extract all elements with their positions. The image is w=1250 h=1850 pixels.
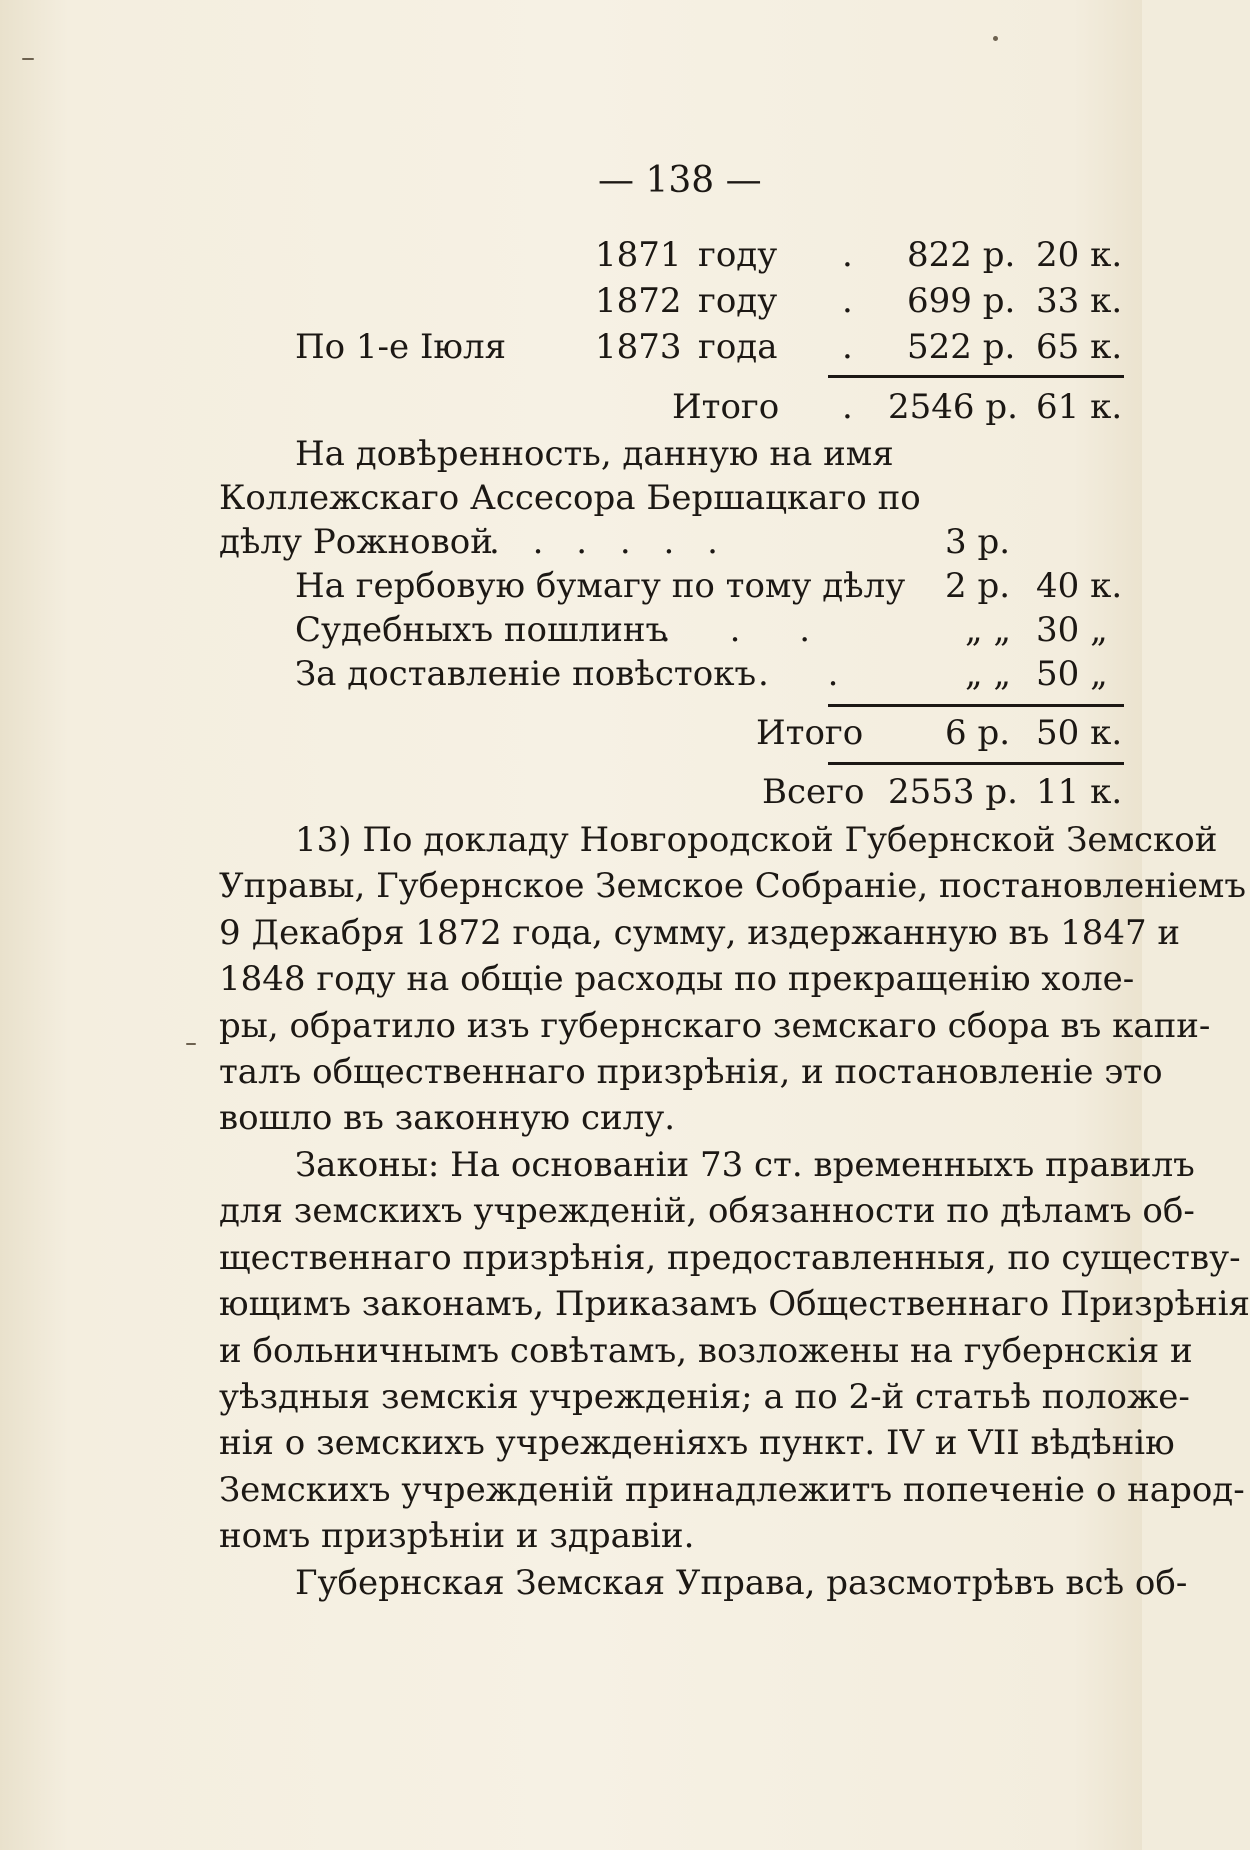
- table1-row-dot: .: [842, 327, 853, 367]
- table2-item-text: За доставленіе повѣстокъ: [295, 654, 757, 694]
- table2-item-rub: 2 р.: [945, 566, 1011, 606]
- text-line: Губернская Земская Управа, разсмотрѣвъ всѣ об-: [295, 1563, 1188, 1603]
- table2-item-rub: „ „: [965, 610, 1012, 650]
- sum-rule: [828, 704, 1124, 707]
- table1-total-kop: 61 к.: [1036, 387, 1123, 427]
- grand-total-kop: 11 к.: [1036, 772, 1123, 812]
- sum-rule: [828, 762, 1124, 765]
- table1-row-kop: 20 к.: [1036, 235, 1123, 275]
- text-line: ры, обратило изъ губернскаго земскаго сбора въ капи-: [219, 1005, 1211, 1046]
- table2-item-rub: 3 р.: [945, 522, 1011, 562]
- table1-row-label: По 1-е Іюля: [295, 327, 507, 367]
- text-line: Законы: На основаніи 73 ст. временныхъ правилъ: [295, 1145, 1195, 1185]
- sum-rule: [828, 375, 1124, 378]
- paragraph-laws: [219, 1142, 1250, 1560]
- table1-row-word: года: [698, 327, 778, 367]
- table2-item-rub: „ „: [965, 654, 1012, 694]
- text-line: 13) По докладу Новгородской Губернской Земской: [295, 820, 1218, 860]
- ink-speck: [993, 36, 998, 41]
- table1-row-rub: 522 р.: [907, 327, 1016, 367]
- table1-row-year: 1871: [595, 235, 682, 275]
- table2-total-kop: 50 к.: [1036, 713, 1123, 753]
- grand-total-label: Всего: [762, 772, 865, 812]
- text-line: вошло въ законную силу.: [219, 1098, 676, 1139]
- table1-row-year: 1873: [595, 327, 682, 367]
- table2-item-dots: . . . . . .: [489, 522, 720, 562]
- table2-total-rub: 6 р.: [945, 713, 1011, 753]
- text-line: Управы, Губернское Земское Собраніе, постановленіемъ: [219, 866, 1246, 907]
- text-line: 1848 году на общіе расходы по прекращенію холе-: [219, 959, 1135, 1000]
- text-line: для земскихъ учрежденій, обязанности по дѣламъ об-: [219, 1191, 1195, 1232]
- table1-row-dot: .: [842, 281, 853, 321]
- table1-row-rub: 822 р.: [907, 235, 1016, 275]
- table2-item-text: дѣлу Рожновой: [219, 522, 493, 562]
- table2-item-kop: 40 к.: [1036, 566, 1123, 606]
- ink-speck: [186, 1043, 196, 1045]
- table1-row-word: году: [698, 281, 778, 321]
- table2-item-text: На довѣренность, данную на имя: [295, 434, 894, 474]
- table1-row-word: году: [698, 235, 778, 275]
- table2-item-text: Судебныхъ пошлинъ: [295, 610, 668, 650]
- text-line: щественнаго призрѣнія, предоставленныя, по существу-: [219, 1237, 1241, 1278]
- ink-speck: [22, 58, 34, 60]
- table2-item-dots: . .: [758, 654, 839, 694]
- paragraph-13: [219, 817, 1246, 1142]
- paragraph-board: [219, 1560, 1188, 1606]
- table1-row-year: 1872: [595, 281, 682, 321]
- table2-item-kop: 30 „: [1036, 610, 1108, 650]
- table1-total-label: Итого: [672, 387, 780, 427]
- table1-row-kop: 33 к.: [1036, 281, 1123, 321]
- grand-total-rub: 2553 р.: [888, 772, 1018, 812]
- text-line: Земскихъ учрежденій принадлежитъ попеченіе о народ-: [219, 1469, 1245, 1510]
- table2-item-text: На гербовую бумагу по тому дѣлу: [295, 566, 906, 606]
- text-line: уѣздныя земскія учрежденія; а по 2-й статьѣ положе-: [219, 1377, 1190, 1418]
- text-line: номъ призрѣніи и здравіи.: [219, 1516, 695, 1557]
- table1-total-rub: 2546 р.: [888, 387, 1018, 427]
- table1-row-rub: 699 р.: [907, 281, 1016, 321]
- text-line: нія о земскихъ учрежденіяхъ пункт. IV и VII вѣдѣнію: [219, 1423, 1175, 1464]
- table1-row-dot: .: [842, 235, 853, 275]
- table1-total-dot: .: [842, 387, 853, 427]
- text-line: 9 Декабря 1872 года, сумму, издержанную въ 1847 и: [219, 912, 1181, 953]
- table2-item-kop: 50 „: [1036, 654, 1108, 694]
- table2-item-dots: . . .: [660, 610, 811, 650]
- page-number: — 138 —: [598, 160, 762, 201]
- text-line: ющимъ законамъ, Приказамъ Общественнаго Призрѣнія: [219, 1284, 1250, 1325]
- table1-row-kop: 65 к.: [1036, 327, 1123, 367]
- table2-item-text: Коллежскаго Ассесора Бершацкаго по: [219, 478, 921, 518]
- text-line: талъ общественнаго призрѣнія, и постановленіе это: [219, 1052, 1163, 1093]
- table2-total-label: Итого: [756, 713, 864, 753]
- text-line: и больничнымъ совѣтамъ, возложены на губернскія и: [219, 1330, 1193, 1371]
